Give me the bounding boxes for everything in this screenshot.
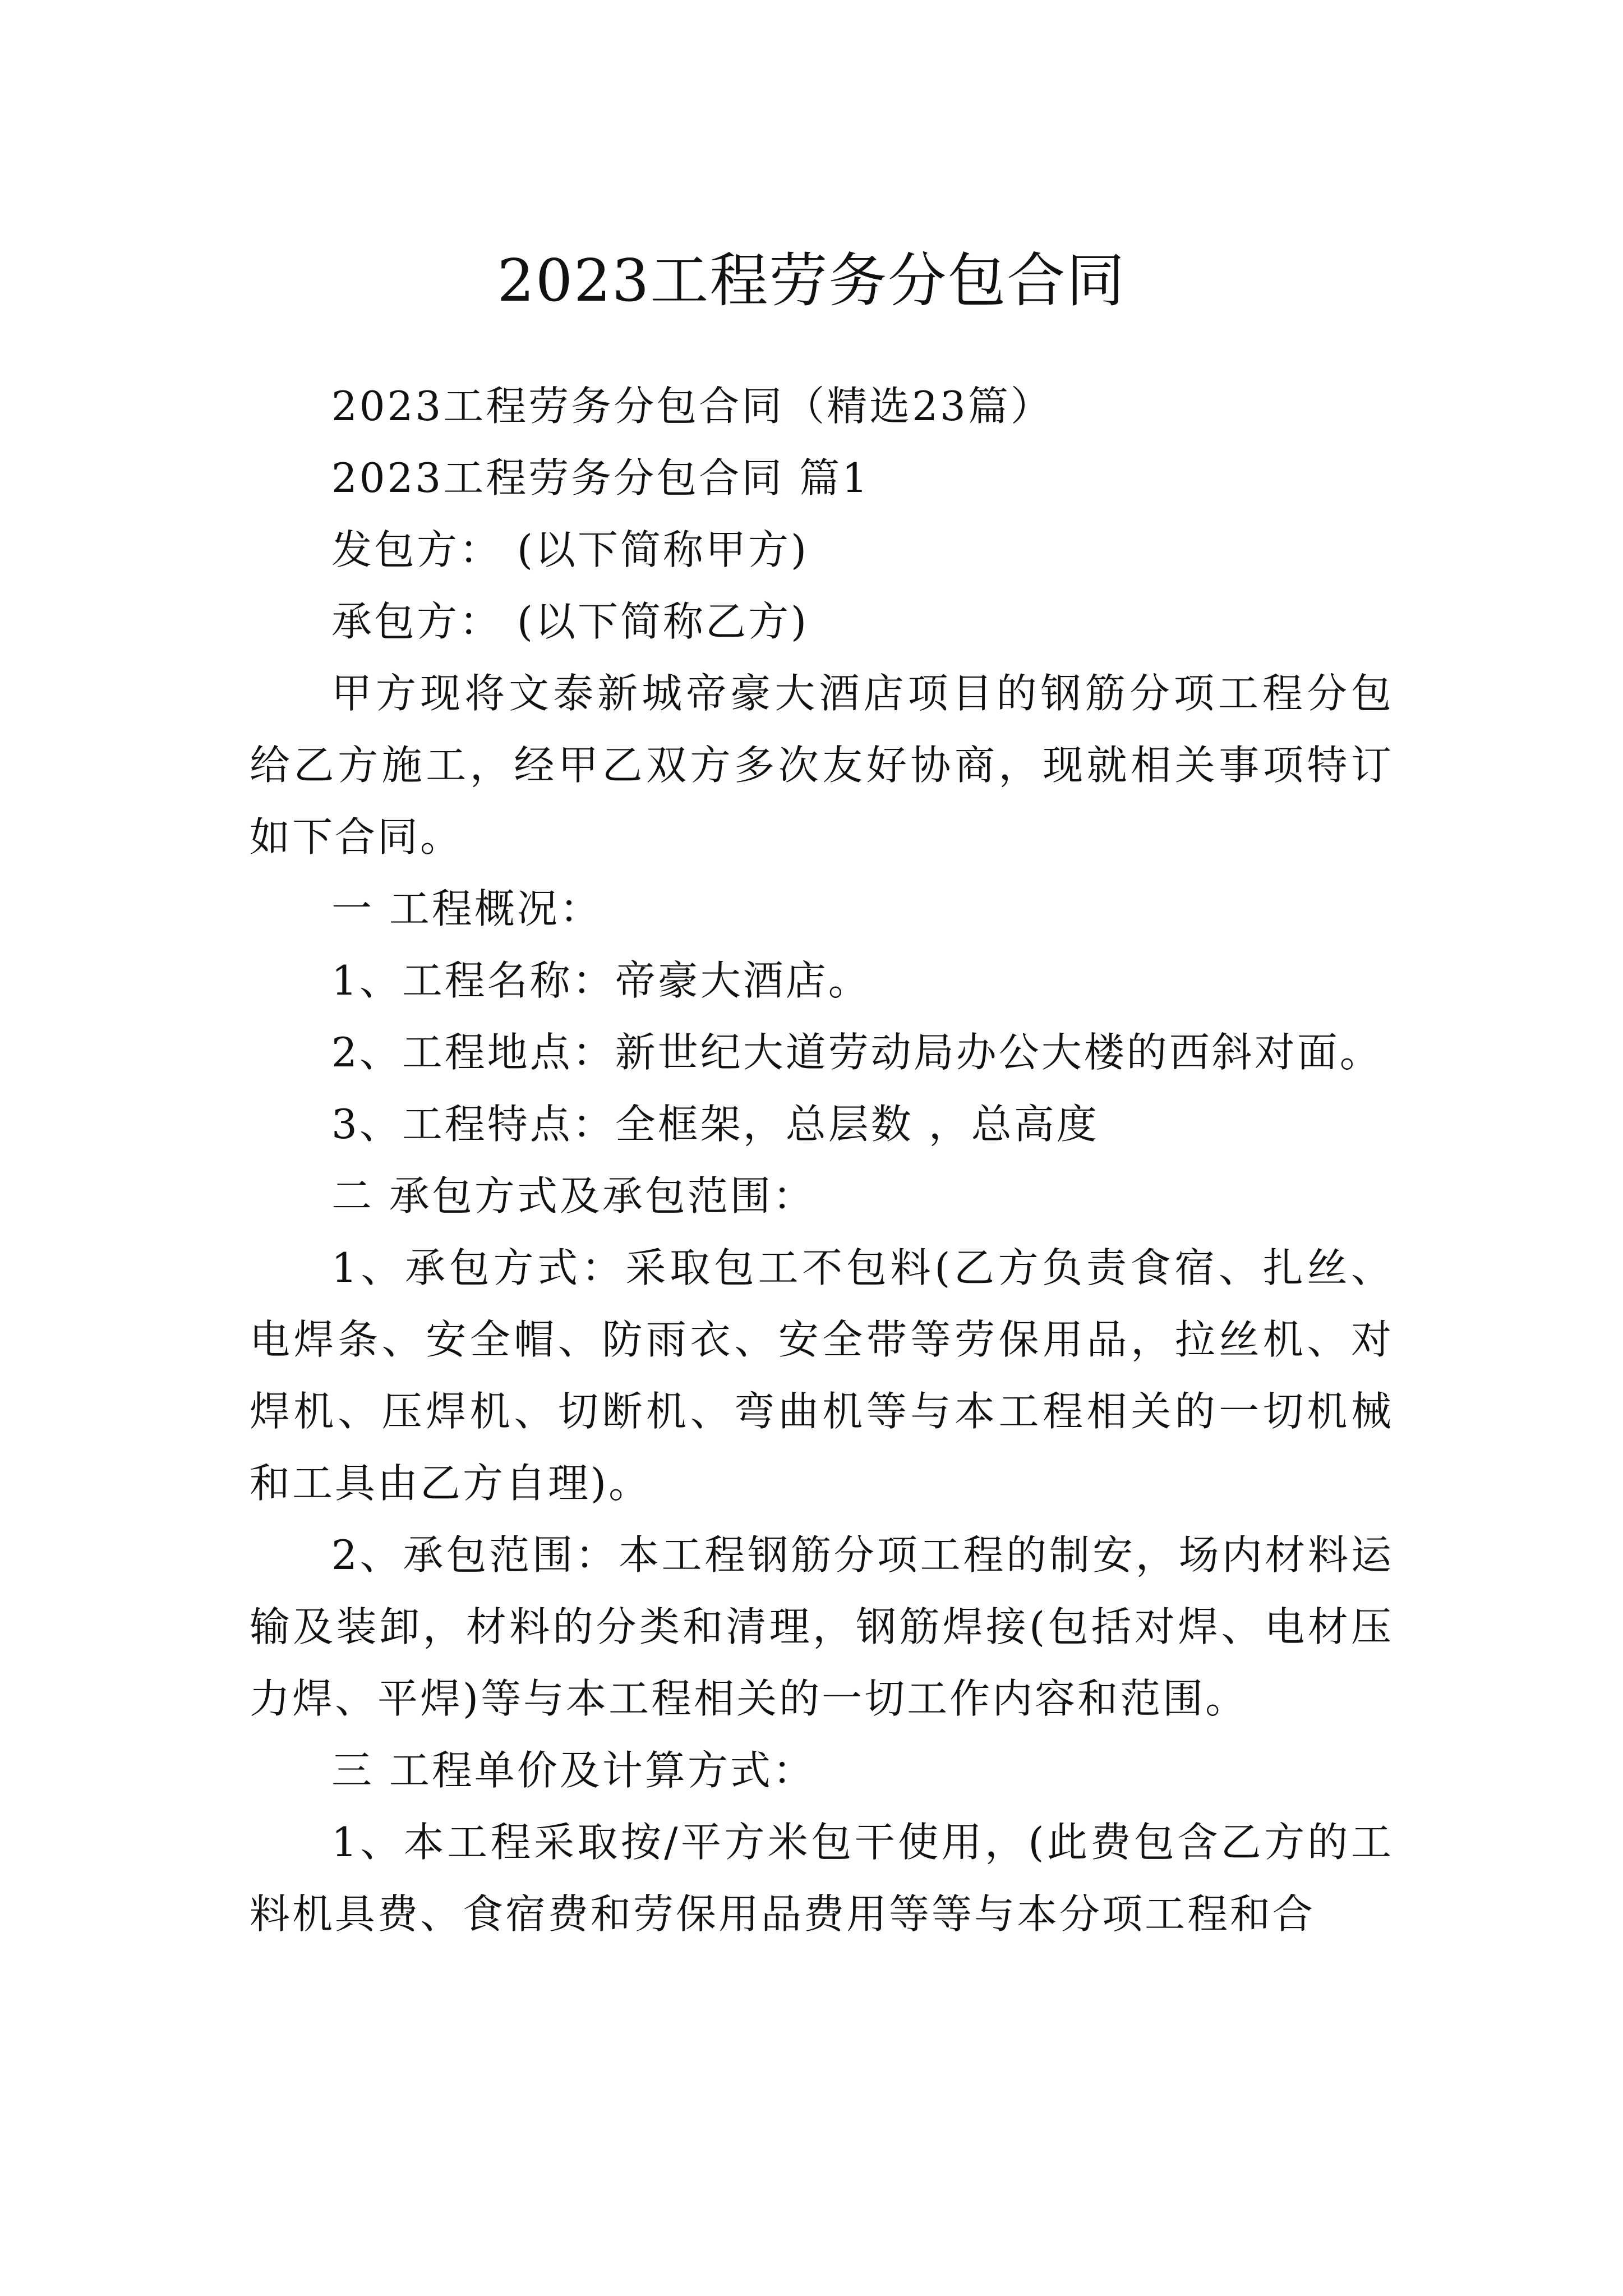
section-heading-contract-scope: 二 承包方式及承包范围： — [331, 1172, 815, 1220]
document-title: 2023工程劳务分包合同 — [497, 246, 1126, 315]
paragraph-subtitle: 2023工程劳务分包合同（精选23篇） — [331, 383, 1053, 430]
paragraph-pricing-method: 1、本工程采取按/平方米包干使用，(此费包含乙方的工料机具费、食宿费和劳保用品费用等等与本分项工程和合 — [250, 1819, 1394, 1938]
paragraph-project-name: 1、工程名称：帝豪大酒店。 — [331, 957, 871, 1004]
paragraph-party-a: 发包方： (以下简称甲方) — [331, 526, 809, 573]
paragraph-chapter-heading: 2023工程劳务分包合同 篇1 — [331, 454, 870, 501]
paragraph-contract-scope: 2、承包范围：本工程钢筋分项工程的制安，场内材料运输及装卸，材料的分类和清理，钢筋焊接(包括对焊、电材压力焊、平焊)等与本工程相关的一切工作内容和范围。 — [250, 1531, 1394, 1722]
paragraph-contract-method: 1、承包方式：采取包工不包料(乙方负责食宿、扎丝、电焊条、安全帽、防雨衣、安全带等劳保用品，拉丝机、对焊机、压焊机、切断机、弯曲机等与本工程相关的一切机械和工具由乙方自理)。 — [250, 1244, 1394, 1507]
paragraph-party-b: 承包方： (以下简称乙方) — [331, 598, 809, 645]
paragraph-intro: 甲方现将文泰新城帝豪大酒店项目的钢筋分项工程分包给乙方施工，经甲乙双方多次友好协商，现就相关事项特订如下合同。 — [250, 670, 1394, 861]
paragraph-project-location: 2、工程地点：新世纪大道劳动局办公大楼的西斜对面。 — [331, 1029, 1382, 1076]
document-body — [250, 370, 1394, 1950]
paragraph-project-features: 3、工程特点：全框架，总层数 ，总高度 — [331, 1101, 1099, 1148]
section-heading-pricing: 三 工程单价及计算方式： — [331, 1747, 815, 1794]
section-heading-overview: 一 工程概况： — [331, 885, 602, 932]
